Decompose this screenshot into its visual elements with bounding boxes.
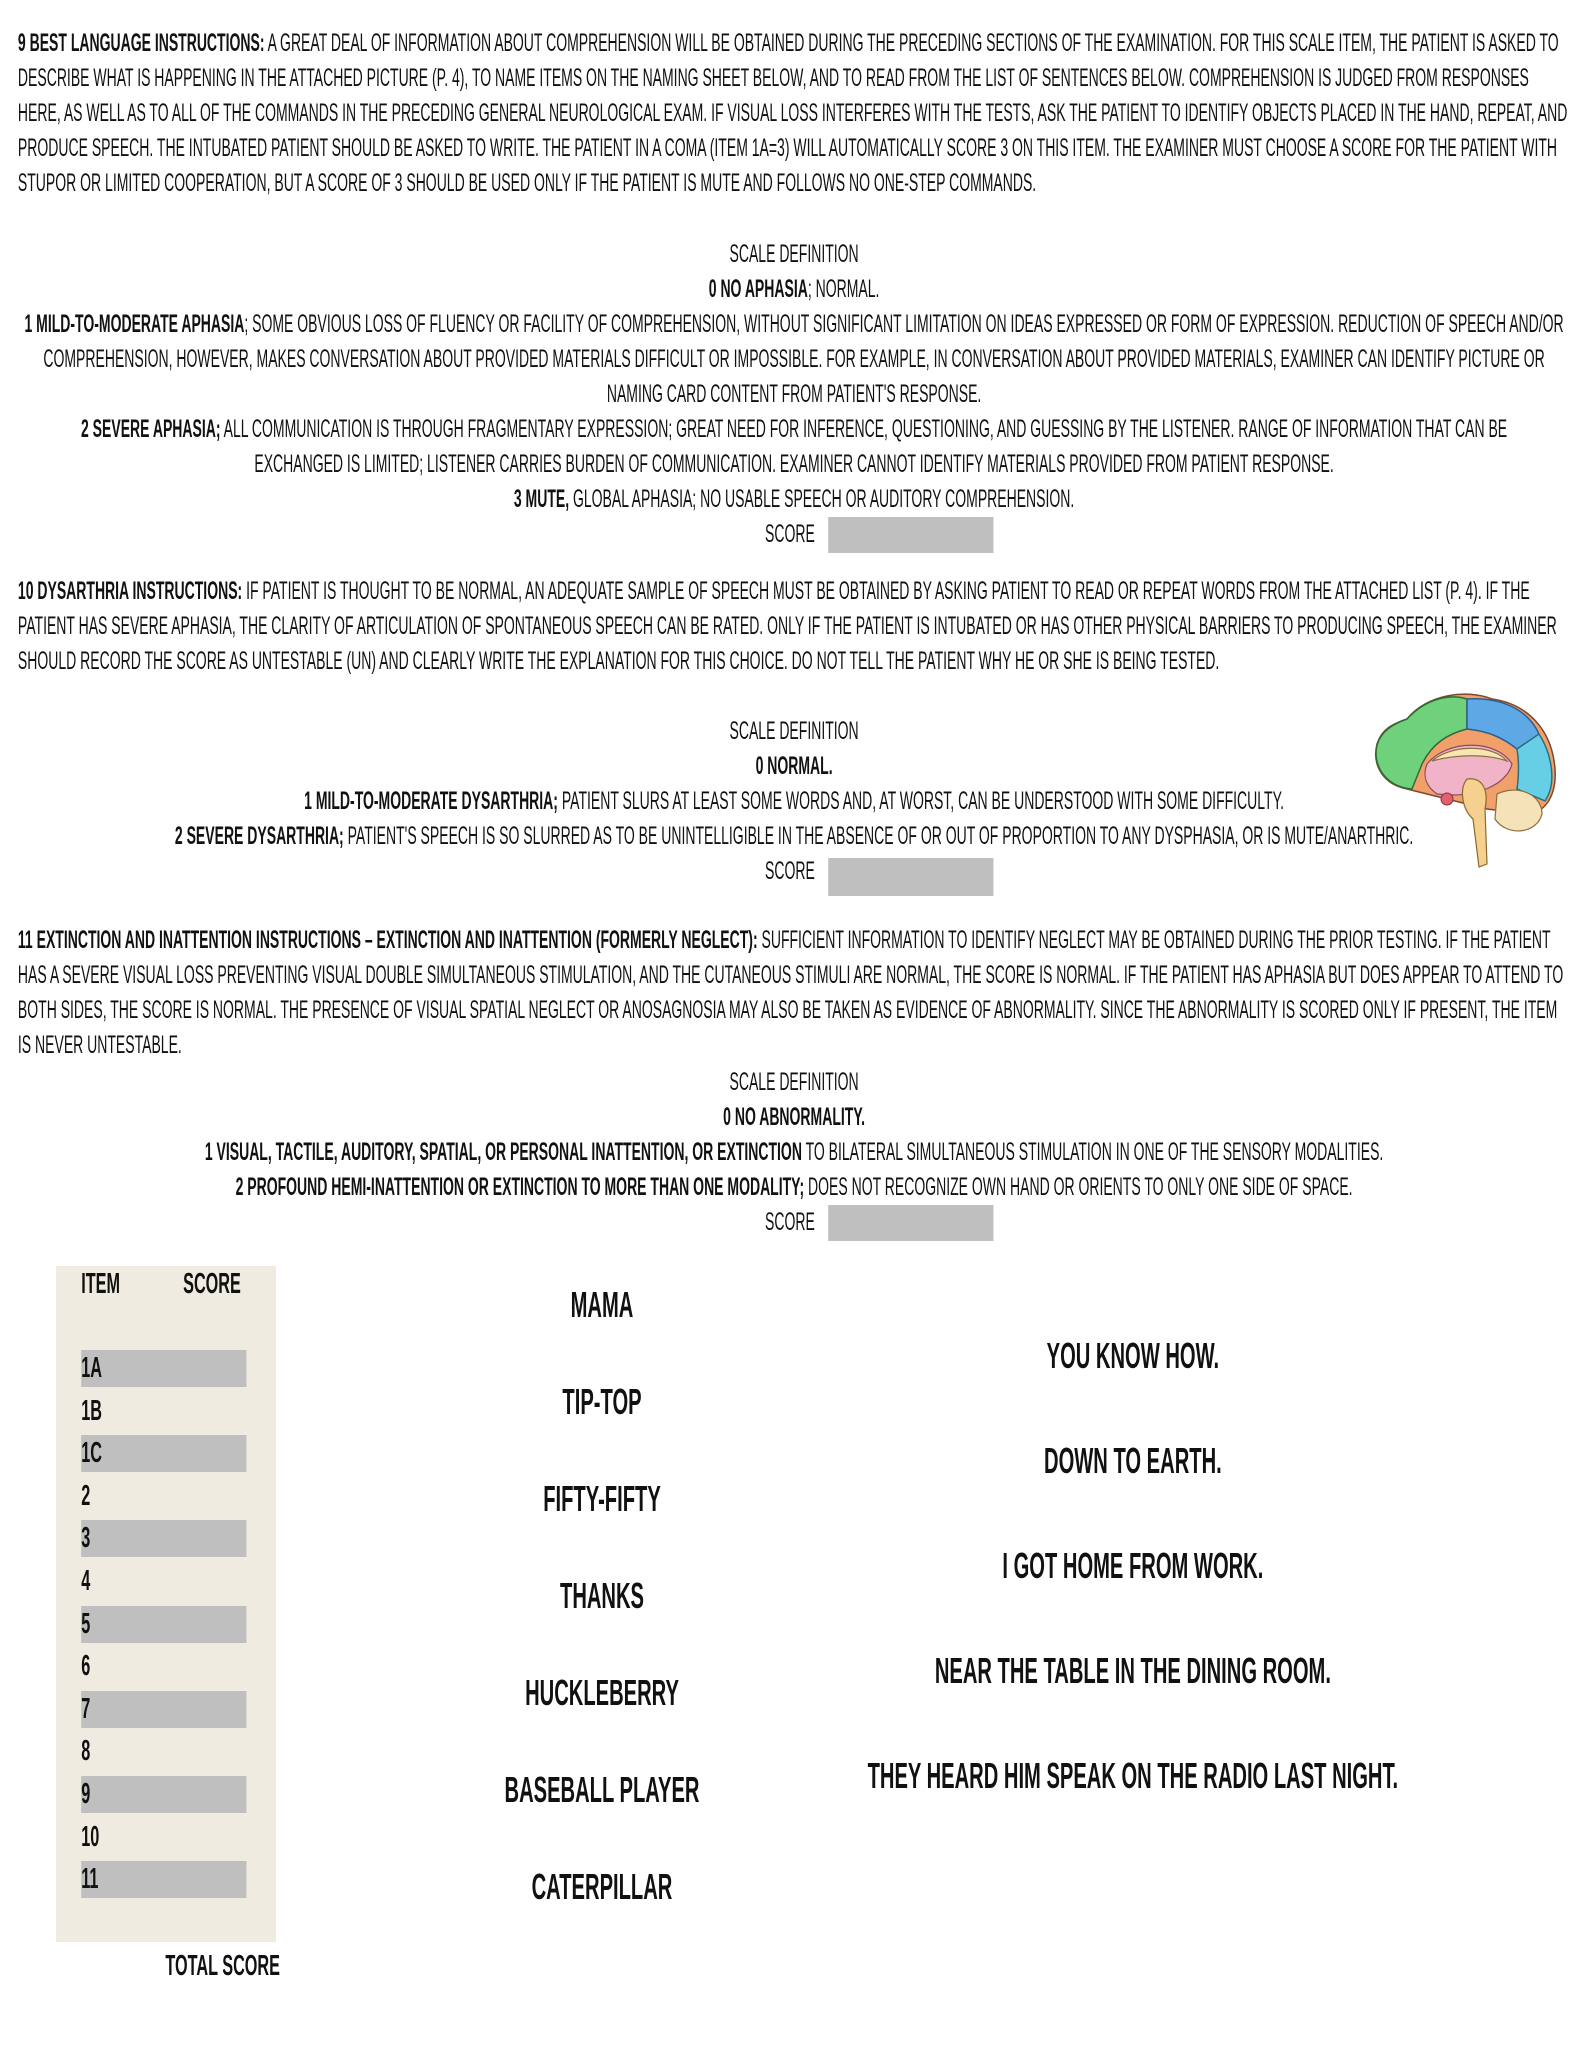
- reading-sentence: DOWN TO EARTH.: [1044, 1440, 1222, 1481]
- naming-word: MAMA: [570, 1284, 634, 1325]
- scale-def-1: 1 MILD-TO-MODERATE DYSARTHRIA; PATIENT SLURS AT LEAST SOME WORDS AND, AT WORST, CAN BE UNDERSTOOD WITH SOME DIFFICULTY.: [304, 787, 1285, 815]
- section-11-heading: 11 EXTINCTION AND INATTENTION INSTRUCTIONS – EXTINCTION AND INATTENTION (FORMERLY NEGLECT):: [17, 926, 758, 954]
- section-10-text: IF PATIENT IS THOUGHT TO BE NORMAL, AN ADEQUATE SAMPLE OF SPEECH MUST BE OBTAINED BY ASKING PATIENT TO READ OR REPEAT WORDS FROM THE ATTACHED LIST (P. 4). IF THE PATIENT HAS SEVERE APHASIA, THE CLARITY OF ARTICULATION OF SPONTANEOUS SPEECH CAN BE RATED. ONLY IF THE PATIENT IS INTUBATED OR HAS OTHER PHYSICAL BARRIERS TO PRODUCING SPEECH, THE EXAMINER SHOULD RECORD THE SCORE AS UNTESTABLE (UN) AND CLEARLY WRITE THE EXPLANATION FOR THIS CHOICE. DO NOT TELL THE PATIENT WHY HE OR SHE IS BEING TESTED.: [17, 577, 1557, 675]
- scale-title: SCALE DEFINITION: [729, 717, 859, 745]
- item-label: 9: [81, 1778, 91, 1810]
- naming-word: THANKS: [560, 1575, 644, 1616]
- scale-def-1: 1 MILD-TO-MODERATE APHASIA; SOME OBVIOUS LOSS OF FLUENCY OR FACILITY OF COMPREHENSION, WITHOUT SIGNIFICANT LIMITATION ON IDEAS EXPRESSED OR FORM OF EXPRESSION. REDUCTION OF SPEECH AND/OR COMPREHENSION, HOWEVER, MAKES CONVERSATION ABOUT PROVIDED MATERIALS DIFFICULT OR IMPOSSIBLE. FOR EXAMPLE, IN CONVERSATION ABOUT PROVIDED MATERIALS, EXAMINER CAN IDENTIFY PICTURE OR NAMING CARD CONTENT FROM PATIENT'S RESPONSE.: [24, 310, 1564, 408]
- reading-sentence: THEY HEARD HIM SPEAK ON THE RADIO LAST NIGHT.: [867, 1755, 1399, 1796]
- item-label: 1C: [81, 1437, 102, 1470]
- section-11-instructions: [18, 923, 1569, 1063]
- brain-illustration: [1367, 689, 1559, 871]
- section-11-scale-definition: [11, 1065, 1577, 1205]
- score-cell-7[interactable]: [81, 1691, 246, 1728]
- score-cell-9[interactable]: [81, 1776, 246, 1813]
- score-cell-5[interactable]: [81, 1606, 246, 1643]
- scale-title: SCALE DEFINITION: [729, 240, 859, 268]
- item-label: 1A: [81, 1352, 102, 1384]
- naming-word: CATERPILLAR: [531, 1866, 673, 1907]
- scale-def-2: 2 SEVERE DYSARTHRIA; PATIENT'S SPEECH IS SO SLURRED AS TO BE UNINTELLIGIBLE IN THE ABSENCE OF OR OUT OF PROPORTION TO ANY DYSPHASIA, OR IS MUTE/ANARTHRIC.: [174, 822, 1414, 850]
- section-10-scale-definition: [11, 714, 1577, 854]
- section-10-score-field[interactable]: [828, 858, 993, 896]
- item-label: 4: [81, 1565, 91, 1597]
- score-cell-2[interactable]: [81, 1478, 246, 1515]
- item-label: 8: [81, 1735, 91, 1768]
- section-11-text: SUFFICIENT INFORMATION TO IDENTIFY NEGLECT MAY BE OBTAINED DURING THE PRIOR TESTING. IF THE PATIENT HAS A SEVERE VISUAL LOSS PREVENTING VISUAL DOUBLE SIMULTANEOUS STIMULATION, AND THE CUTANEOUS STIMULI ARE NORMAL, THE SCORE IS NORMAL. IF THE PATIENT HAS APHASIA BUT DOES APPEAR TO ATTEND TO BOTH SIDES, THE SCORE IS NORMAL. THE PRESENCE OF VISUAL SPATIAL NEGLECT OR ANOSAGNOSIA MAY ALSO BE TAKEN AS EVIDENCE OF ABNORMALITY. SINCE THE ABNORMALITY IS SCORED ONLY IF PRESENT, THE ITEM IS NEVER UNTESTABLE.: [17, 926, 1564, 1059]
- section-11-score-label: SCORE: [765, 1208, 815, 1236]
- scale-def-0: 0 NO ABNORMALITY.: [723, 1103, 865, 1131]
- section-9-score-label: SCORE: [765, 520, 815, 548]
- item-label: 3: [81, 1522, 91, 1555]
- section-9-text: A GREAT DEAL OF INFORMATION ABOUT COMPREHENSION WILL BE OBTAINED DURING THE PRECEDING SECTIONS OF THE EXAMINATION. FOR THIS SCALE ITEM, THE PATIENT IS ASKED TO DESCRIBE WHAT IS HAPPENING IN THE ATTACHED PICTURE (P. 4), TO NAME ITEMS ON THE NAMING SHEET BELOW, AND TO READ FROM THE LIST OF SENTENCES BELOW. COMPREHENSION IS JUDGED FROM RESPONSES HERE, AS WELL AS TO ALL OF THE COMMANDS IN THE PRECEDING GENERAL NEUROLOGICAL EXAM. IF VISUAL LOSS INTERFERES WITH THE TESTS, ASK THE PATIENT TO IDENTIFY OBJECTS PLACED IN THE HAND, REPEAT, AND PRODUCE SPEECH. THE INTUBATED PATIENT SHOULD BE ASKED TO WRITE. THE PATIENT IN A COMA (ITEM 1A=3) WILL AUTOMATICALLY SCORE 3 ON THIS ITEM. THE EXAMINER MUST CHOOSE A SCORE FOR THE PATIENT WITH STUPOR OR LIMITED COOPERATION, BUT A SCORE OF 3 SHOULD BE USED ONLY IF THE PATIENT IS MUTE AND FOLLOWS NO ONE-STEP COMMANDS.: [17, 29, 1568, 197]
- reading-sentence: YOU KNOW HOW.: [1046, 1335, 1220, 1376]
- item-label: 2: [81, 1479, 91, 1512]
- score-cell-3[interactable]: [81, 1520, 246, 1557]
- naming-word: BASEBALL PLAYER: [504, 1769, 700, 1810]
- header-item: ITEM: [81, 1268, 120, 1300]
- section-9-heading: 9 BEST LANGUAGE INSTRUCTIONS:: [17, 29, 265, 57]
- section-9-score-field[interactable]: [828, 517, 993, 553]
- item-label: 7: [81, 1692, 91, 1725]
- scale-def-0: 0 NO APHASIA; NORMAL.: [708, 275, 880, 303]
- section-9-scale-definition: [22, 237, 1565, 517]
- scale-def-2: 2 SEVERE APHASIA; ALL COMMUNICATION IS THROUGH FRAGMENTARY EXPRESSION; GREAT NEED FOR INFERENCE, QUESTIONING, AND GUESSING BY THE LISTENER. RANGE OF INFORMATION THAT CAN BE EXCHANGED IS LIMITED; LISTENER CARRIES BURDEN OF COMMUNICATION. EXAMINER CANNOT IDENTIFY MATERIALS PROVIDED FROM PATIENT RESPONSE.: [80, 415, 1508, 478]
- score-cell-1b[interactable]: [81, 1393, 246, 1430]
- header-score: SCORE: [183, 1268, 241, 1300]
- score-cell-1c[interactable]: [81, 1435, 246, 1472]
- scale-def-1: 1 VISUAL, TACTILE, AUDITORY, SPATIAL, OR PERSONAL INATTENTION, OR EXTINCTION TO BILATERAL SIMULTANEOUS STIMULATION IN ONE OF THE SENSORY MODALITIES.: [204, 1138, 1384, 1166]
- brainstem: [1462, 779, 1487, 867]
- scale-def-3: 3 MUTE, GLOBAL APHASIA; NO USABLE SPEECH OR AUDITORY COMPREHENSION.: [513, 485, 1075, 513]
- section-10-heading: 10 DYSARTHRIA INSTRUCTIONS:: [17, 577, 243, 605]
- section-9-instructions: [18, 26, 1569, 201]
- item-label: 6: [81, 1650, 91, 1683]
- item-label: 10: [81, 1820, 100, 1853]
- score-cell-6[interactable]: [81, 1648, 246, 1685]
- score-cell-11[interactable]: [81, 1861, 246, 1898]
- item-label: 5: [81, 1607, 91, 1640]
- reading-sentence: NEAR THE TABLE IN THE DINING ROOM.: [934, 1650, 1331, 1691]
- score-cell-8[interactable]: [81, 1733, 246, 1770]
- naming-word: TIP-TOP: [562, 1381, 642, 1422]
- score-cell-1a[interactable]: [81, 1350, 246, 1387]
- section-10-instructions: [18, 574, 1569, 679]
- scale-title: SCALE DEFINITION: [729, 1068, 859, 1096]
- section-10-score-label: SCORE: [765, 857, 815, 885]
- naming-word: FIFTY-FIFTY: [543, 1478, 661, 1519]
- section-11-score-field[interactable]: [828, 1205, 993, 1241]
- score-cell-4[interactable]: [81, 1563, 246, 1600]
- scale-def-2: 2 PROFOUND HEMI-INATTENTION OR EXTINCTION TO MORE THAN ONE MODALITY; DOES NOT RECOGNIZE OWN HAND OR ORIENTS TO ONLY ONE SIDE OF SPACE.: [235, 1173, 1353, 1201]
- score-cell-10[interactable]: [81, 1819, 246, 1856]
- item-label: 11: [81, 1863, 99, 1896]
- total-score-label: TOTAL SCORE: [165, 1950, 280, 1982]
- item-label: 1B: [81, 1394, 102, 1427]
- reading-sentence: I GOT HOME FROM WORK.: [1002, 1545, 1264, 1586]
- naming-word: HUCKLEBERRY: [525, 1672, 679, 1713]
- scale-def-0: 0 NORMAL.: [755, 752, 833, 780]
